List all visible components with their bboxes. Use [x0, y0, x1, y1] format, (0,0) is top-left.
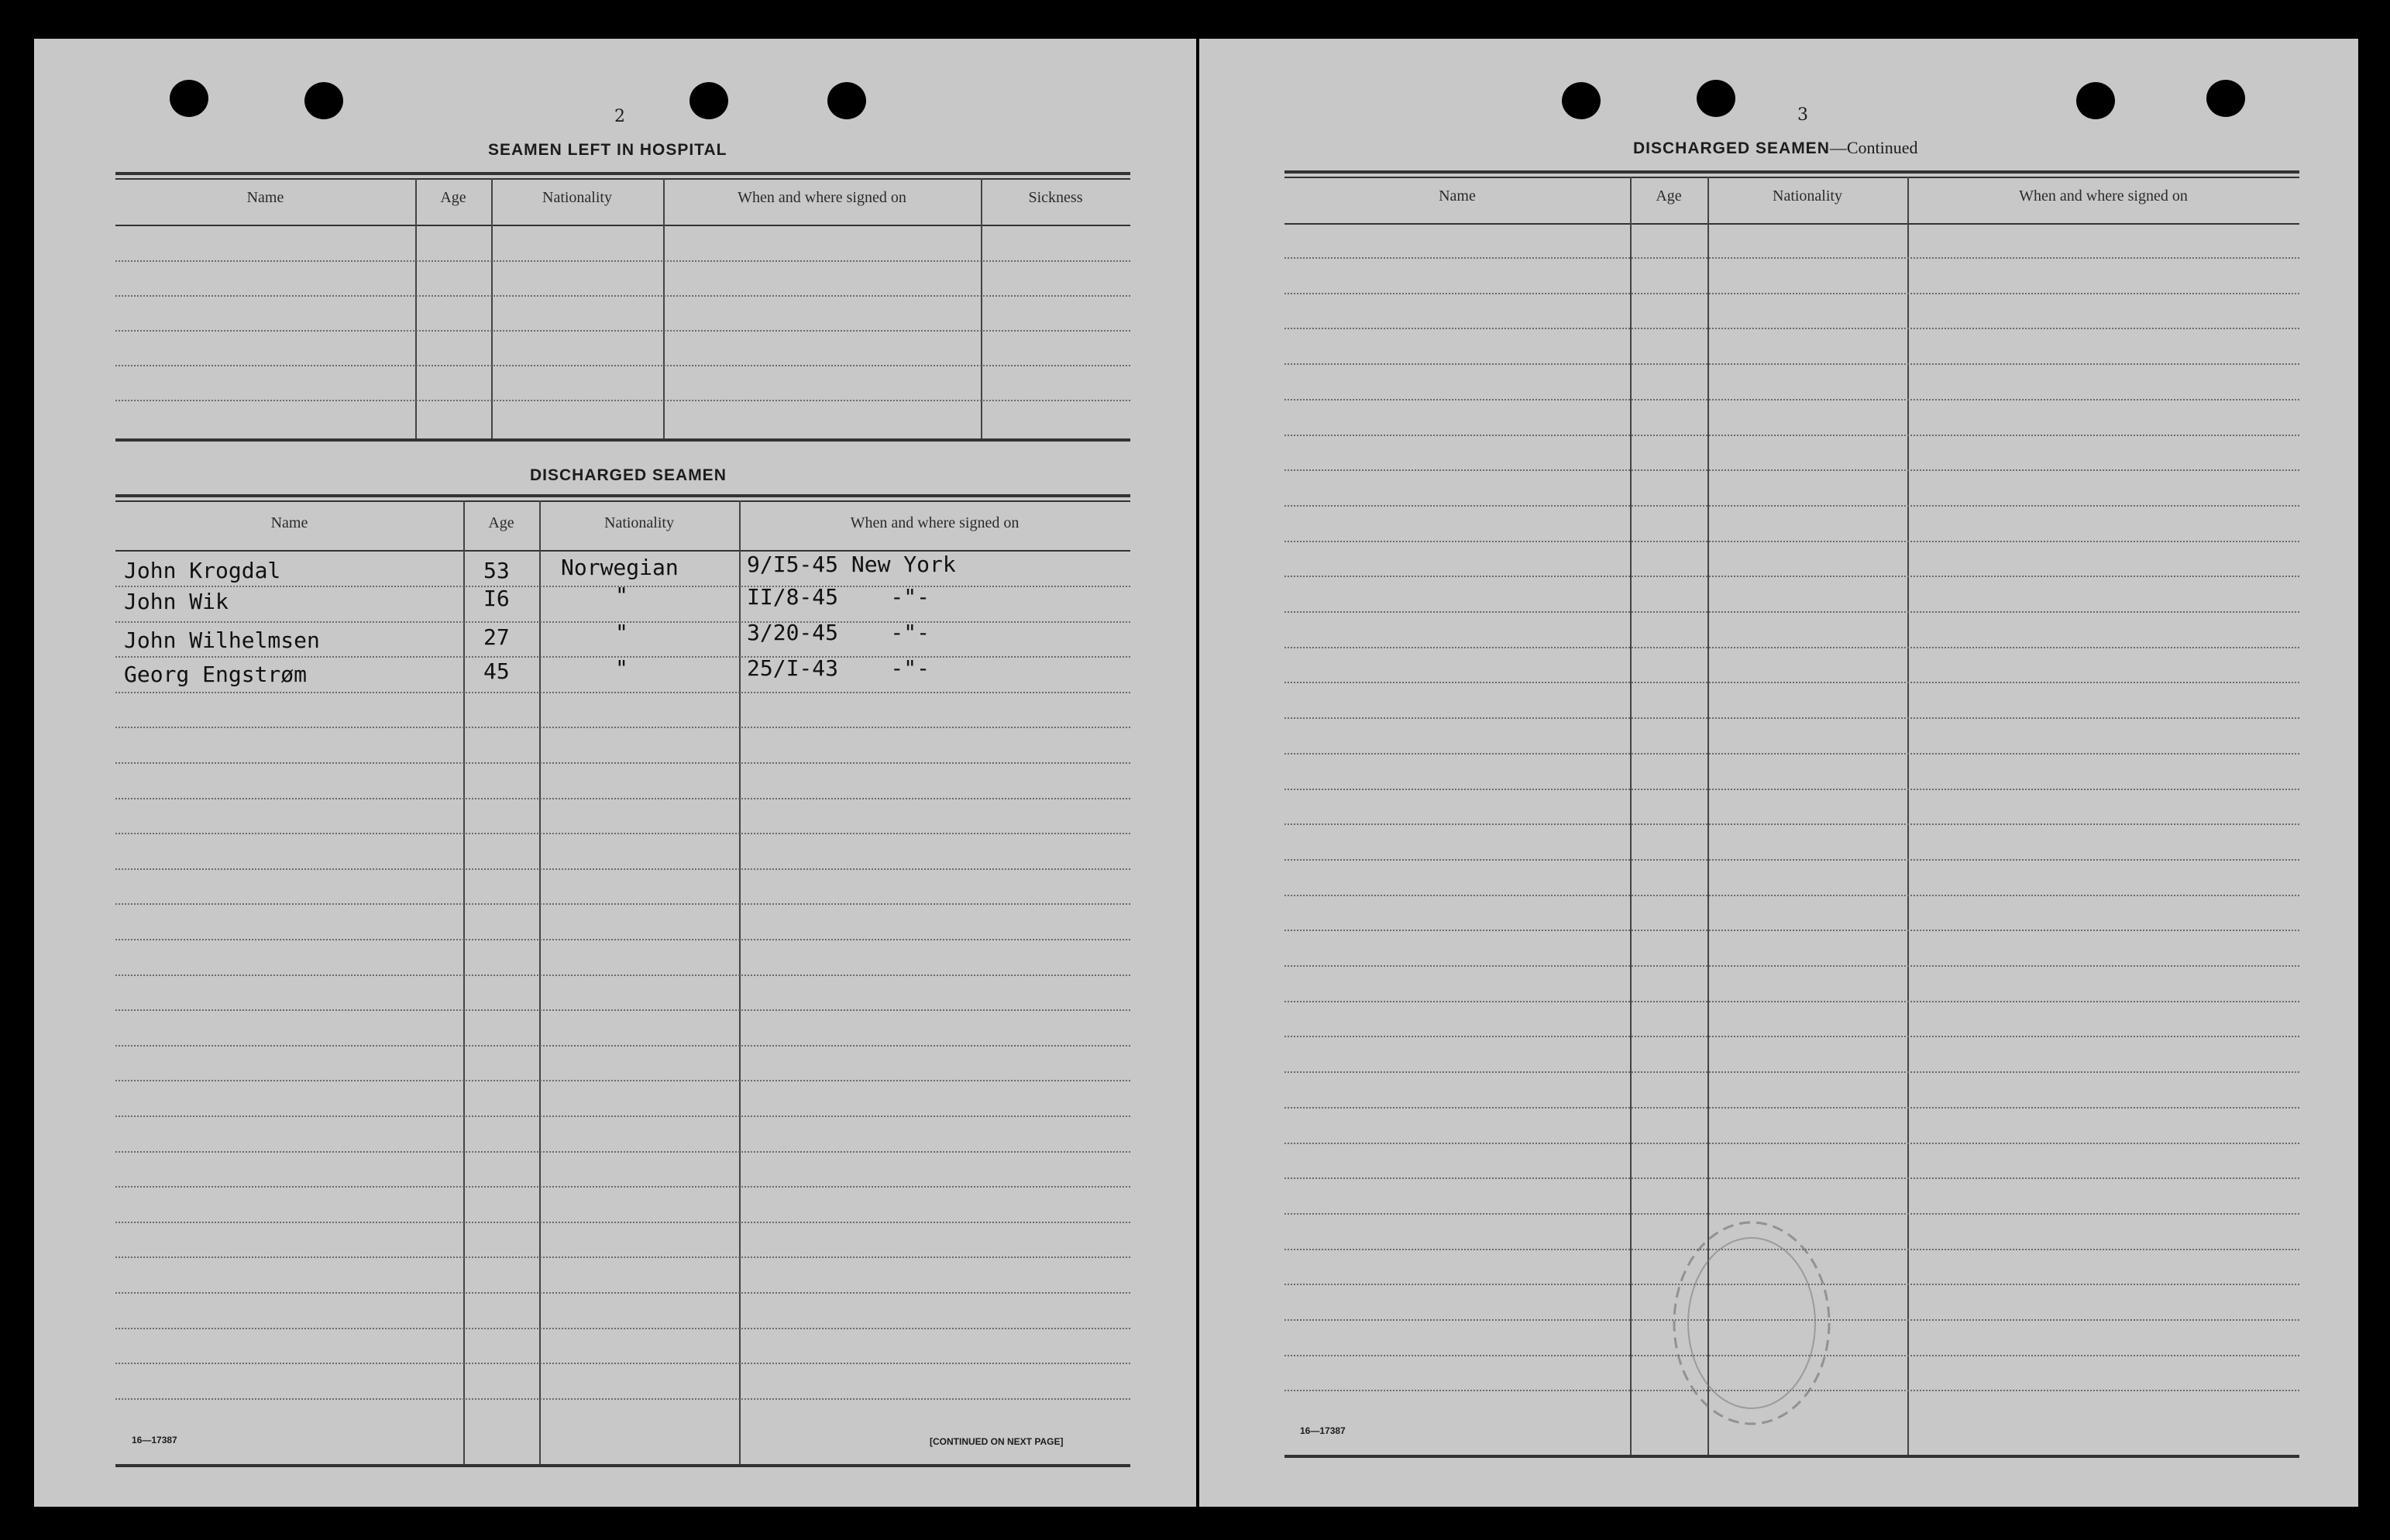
form-row-line: [115, 1080, 1130, 1081]
title-main: DISCHARGED SEAMEN: [1633, 139, 1830, 157]
form-row-line: [115, 1256, 1130, 1258]
punch-hole: [827, 82, 866, 119]
seaman-age: 45: [483, 658, 510, 684]
form-row-line: [1284, 399, 2299, 400]
column-divider: [1630, 177, 1632, 1455]
column-header-nationality: Nationality: [542, 189, 612, 206]
form-row-line: [1284, 469, 2299, 471]
form-row-line: [115, 1363, 1130, 1364]
punch-hole: [304, 82, 343, 119]
form-row-line: [115, 1151, 1130, 1153]
circular-stamp: [1663, 1207, 1841, 1439]
form-number: 16—17387: [1300, 1425, 1346, 1436]
seaman-signed-on: 3/20-45 -"-: [747, 620, 930, 645]
column-header-age: Age: [440, 189, 466, 206]
column-header-signed-on: When and where signed on: [2019, 187, 2188, 205]
column-divider: [463, 500, 465, 1464]
seaman-nationality: ": [615, 620, 628, 645]
form-row-line: [115, 975, 1130, 976]
punch-hole: [2206, 80, 2245, 117]
form-row-line: [1284, 753, 2299, 755]
rule: [115, 438, 1130, 442]
seaman-name: John Wik: [124, 589, 229, 614]
form-row-line: [115, 868, 1130, 870]
discharged-continued-title: [1633, 138, 1918, 158]
seaman-name: Georg Engstrøm: [124, 662, 308, 687]
form-row-line: [115, 903, 1130, 905]
rule: [115, 172, 1130, 175]
form-row-line: [115, 939, 1130, 940]
column-header-name: Name: [1439, 187, 1476, 205]
column-divider: [1907, 177, 1909, 1455]
seaman-nationality: ": [615, 655, 628, 681]
rule: [1284, 1455, 2299, 1458]
form-row-line: [1284, 789, 2299, 790]
form-row-line: [1284, 647, 2299, 648]
rule: [115, 178, 1130, 180]
form-row-line: [1284, 717, 2299, 719]
form-row-line: [115, 1115, 1130, 1117]
seaman-age: 27: [483, 624, 510, 650]
form-row-line: [115, 365, 1130, 366]
form-row-line: [1284, 576, 2299, 577]
seaman-name: John Krogdal: [124, 558, 281, 583]
right-page: [1199, 39, 2358, 1507]
form-row-line: [115, 1045, 1130, 1047]
form-row-line: [1284, 505, 2299, 507]
column-divider: [739, 500, 741, 1464]
rule: [115, 225, 1130, 226]
form-row-line: [115, 400, 1130, 401]
seaman-signed-on: 9/I5-45 New York: [747, 552, 956, 577]
punch-hole: [689, 82, 728, 119]
punch-hole: [1562, 82, 1601, 119]
rule: [115, 1464, 1130, 1467]
form-row-line: [1284, 859, 2299, 861]
column-header-nationality: Nationality: [1773, 187, 1842, 205]
form-row-line: [1284, 930, 2299, 931]
column-header-signed-on: When and where signed on: [850, 514, 1020, 531]
seaman-age: 53: [483, 558, 510, 583]
punch-hole: [170, 80, 208, 117]
column-header-nationality: Nationality: [604, 514, 674, 531]
form-row-line: [115, 1186, 1130, 1188]
punch-hole: [2076, 82, 2115, 119]
form-row-line: [115, 1222, 1130, 1223]
rule: [1284, 177, 2299, 178]
form-row-line: [115, 330, 1130, 332]
form-row-line: [1284, 895, 2299, 896]
form-row-line: [115, 692, 1130, 693]
seaman-age: I6: [483, 586, 510, 611]
page-number: 2: [614, 107, 625, 126]
form-row-line: [115, 295, 1130, 297]
form-row-line: [1284, 965, 2299, 967]
form-row-line: [1284, 1071, 2299, 1073]
seaman-name: John Wilhelmsen: [124, 627, 320, 653]
column-header-sickness: Sickness: [1028, 189, 1083, 206]
column-header-name: Name: [270, 514, 308, 531]
page-number: 3: [1797, 105, 1808, 125]
left-page: [34, 39, 1196, 1507]
form-row-line: [1284, 541, 2299, 542]
column-divider: [539, 500, 541, 1464]
discharged-section-title: DISCHARGED SEAMEN: [530, 466, 727, 484]
column-header-name: Name: [246, 189, 284, 206]
column-header-age: Age: [488, 514, 514, 531]
form-row-line: [115, 1009, 1130, 1011]
rule: [115, 500, 1130, 502]
form-row-line: [1284, 1107, 2299, 1109]
seaman-signed-on: 25/I-43 -"-: [747, 655, 930, 681]
form-row-line: [1284, 1036, 2299, 1037]
form-row-line: [1284, 293, 2299, 294]
form-row-line: [1284, 435, 2299, 436]
form-row-line: [1284, 1143, 2299, 1144]
hospital-section-title: SEAMEN LEFT IN HOSPITAL: [488, 141, 727, 159]
form-row-line: [1284, 611, 2299, 613]
form-number: 16—17387: [132, 1435, 177, 1445]
form-row-line: [115, 833, 1130, 834]
form-row-line: [1284, 682, 2299, 683]
form-row-line: [115, 1398, 1130, 1400]
rule: [1284, 223, 2299, 225]
punch-hole: [1697, 80, 1735, 117]
form-row-line: [1284, 257, 2299, 259]
form-row-line: [115, 1292, 1130, 1294]
form-row-line: [115, 762, 1130, 764]
title-suffix: —Continued: [1829, 138, 1918, 157]
seaman-nationality: ": [615, 583, 628, 608]
continued-note: [CONTINUED ON NEXT PAGE]: [930, 1436, 1064, 1447]
seaman-signed-on: II/8-45 -"-: [747, 584, 930, 610]
form-row-line: [1284, 1001, 2299, 1002]
rule: [115, 494, 1130, 497]
rule: [115, 550, 1130, 552]
form-row-line: [115, 727, 1130, 728]
form-row-line: [1284, 823, 2299, 825]
form-row-line: [115, 260, 1130, 262]
form-row-line: [1284, 1177, 2299, 1179]
column-header-age: Age: [1656, 187, 1682, 205]
seaman-nationality: Norwegian: [561, 555, 679, 580]
form-row-line: [115, 1328, 1130, 1329]
column-header-signed-on: When and where signed on: [738, 189, 906, 206]
rule: [1284, 170, 2299, 174]
form-row-line: [1284, 328, 2299, 329]
form-row-line: [1284, 363, 2299, 365]
form-row-line: [115, 798, 1130, 799]
